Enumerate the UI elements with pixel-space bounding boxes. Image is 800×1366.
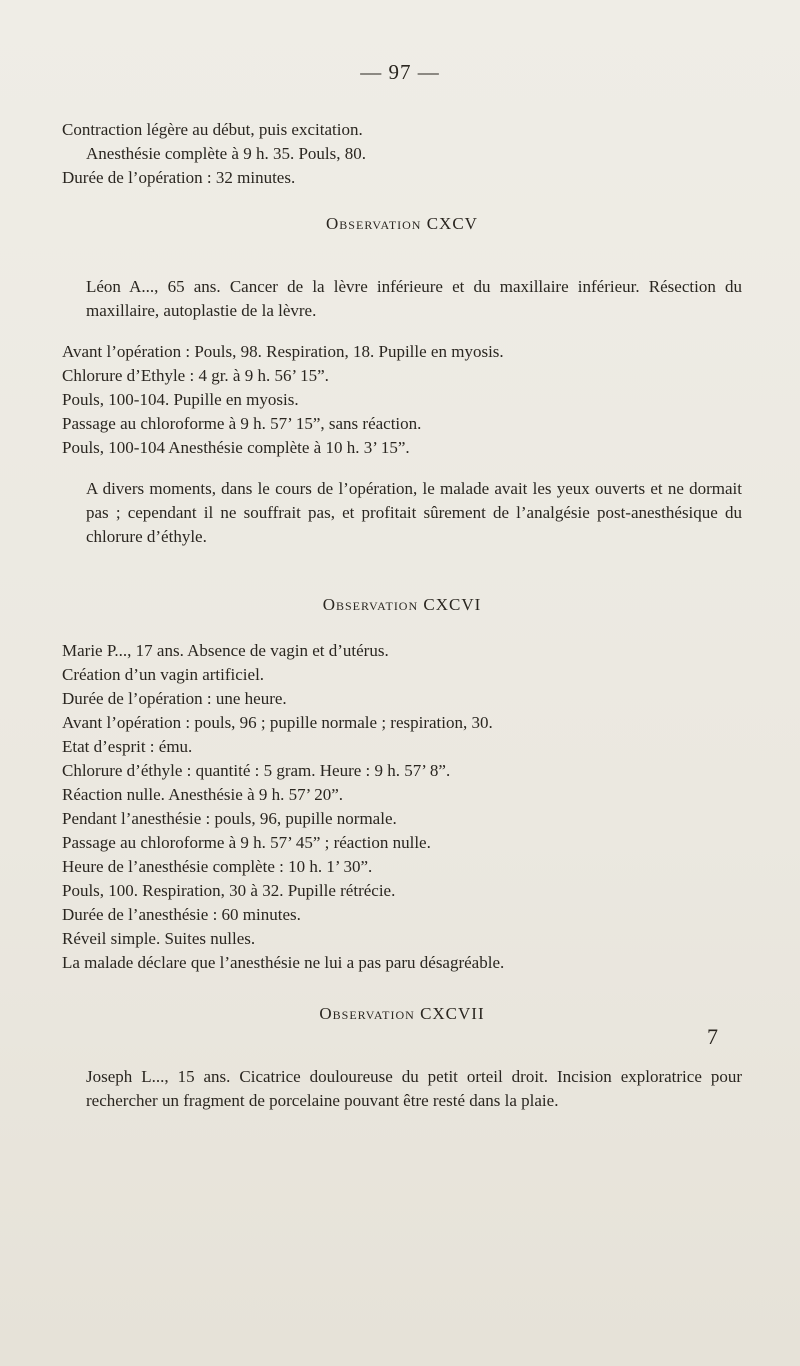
- observation-line: Marie P..., 17 ans. Absence de vagin et d’utérus.: [62, 641, 389, 660]
- observation-line: Heure de l’anesthésie complète : 10 h. 1’ 30”.: [62, 857, 373, 876]
- observation-line: Réaction nulle. Anesthésie à 9 h. 57’ 20”.: [62, 785, 344, 804]
- page-number: — 97 —: [360, 60, 440, 84]
- observation-heading-cxcv: Observation CXCV: [326, 214, 478, 233]
- observation-heading-cxcvii: Observation CXCVII: [319, 1004, 485, 1023]
- observation-line: Chlorure d’Ethyle : 4 gr. à 9 h. 56’ 15”.: [62, 366, 329, 385]
- intro-line: Anesthésie complète à 9 h. 35. Pouls, 80.: [86, 144, 366, 163]
- signature-mark: 7: [707, 1024, 718, 1049]
- observation-line: Pouls, 100. Respiration, 30 à 32. Pupille rétrécie.: [62, 881, 396, 900]
- intro-line: Contraction légère au début, puis excitation.: [62, 120, 363, 139]
- intro-line: Durée de l’opération : 32 minutes.: [62, 168, 296, 187]
- observation-line: Réveil simple. Suites nulles.: [62, 929, 256, 948]
- observation-line: Pouls, 100-104. Pupille en myosis.: [62, 390, 299, 409]
- observation-line: Avant l’opération : Pouls, 98. Respiration, 18. Pupille en myosis.: [62, 342, 504, 361]
- page-content: [62, 118, 742, 1130]
- observation-line: Avant l’opération : pouls, 96 ; pupille normale ; respiration, 30.: [62, 713, 493, 732]
- observation-line: La malade déclare que l’anesthésie ne lui a pas paru désagréable.: [62, 953, 505, 972]
- observation-line: Pouls, 100-104 Anesthésie complète à 10 h. 3’ 15”.: [62, 438, 410, 457]
- observation-paragraph: Joseph L..., 15 ans. Cicatrice douloureuse du petit orteil droit. Incision exploratrice pour rechercher un fragment de porcelaine pouvant être resté dans la plaie.: [86, 1067, 742, 1110]
- observation-line: Chlorure d’éthyle : quantité : 5 gram. Heure : 9 h. 57’ 8”.: [62, 761, 451, 780]
- observation-line: Pendant l’anesthésie : pouls, 96, pupille normale.: [62, 809, 397, 828]
- observation-line: Durée de l’anesthésie : 60 minutes.: [62, 905, 301, 924]
- observation-line: Etat d’esprit : ému.: [62, 737, 193, 756]
- observation-line: Création d’un vagin artificiel.: [62, 665, 265, 684]
- observation-line: Durée de l’opération : une heure.: [62, 689, 287, 708]
- observation-line: Passage au chloroforme à 9 h. 57’ 15”, sans réaction.: [62, 414, 422, 433]
- observation-paragraph: Léon A..., 65 ans. Cancer de la lèvre inférieure et du maxillaire inférieur. Résection du maxillaire, autoplastie de la lèvre.: [86, 277, 742, 320]
- observation-line: Passage au chloroforme à 9 h. 57’ 45” ; réaction nulle.: [62, 833, 431, 852]
- observation-paragraph: A divers moments, dans le cours de l’opération, le malade avait les yeux ouverts et ne dormait pas ; cependant il ne souffrait pas, et profitait sûrement de l’analgésie post-anesthésique du chlorure d’éthyle.: [86, 479, 742, 546]
- observation-heading-cxcvi: Observation CXCVI: [322, 595, 482, 614]
